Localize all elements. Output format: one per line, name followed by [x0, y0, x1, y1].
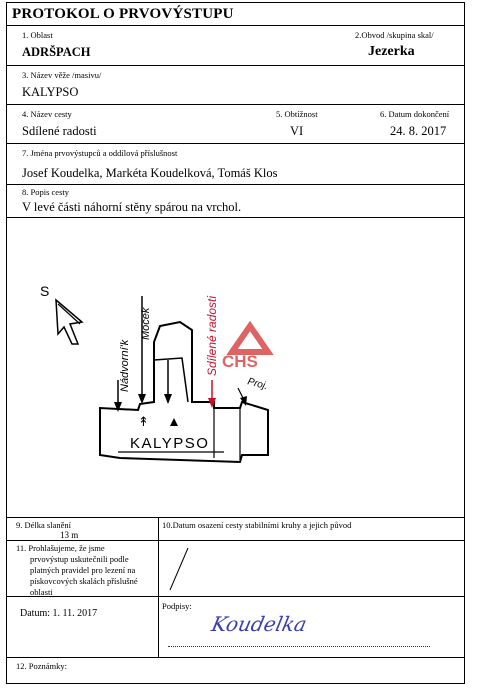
district-value: Jezerka: [368, 44, 415, 59]
signature-date: Datum: 1. 11. 2017: [20, 608, 98, 619]
label-route-name: Sdílené radosti: [205, 295, 219, 376]
description-value: V levé části náhorní stěny spárou na vrchol.: [22, 200, 242, 214]
divider: [6, 596, 465, 597]
label-mocek: Mocek: [140, 307, 152, 340]
signature-label: Podpisy:: [162, 601, 192, 611]
district-label: 2.Obvod /skupina skal/: [355, 30, 434, 40]
route-value: Sdílené radosti: [22, 124, 97, 138]
date-completed-label: 6. Datum dokončení: [380, 109, 450, 119]
area-value: ADRŠPACH: [22, 45, 91, 59]
declaration-line: platných pravidel pro lezení na: [30, 565, 136, 575]
description-label: 8. Popis cesty: [22, 187, 69, 197]
declaration-line: oblasti: [30, 587, 53, 597]
compass-letter: S: [40, 283, 50, 299]
sketch-tower-name: KALYPSO: [130, 435, 210, 452]
declaration-line: 11. Prohlašujeme, že jsme: [16, 543, 105, 553]
declaration-line: pískovcových skalách příslušné: [30, 576, 138, 586]
tower-label: 3. Název věže /masivu/: [22, 70, 102, 80]
descent-icon: ↟: [138, 414, 149, 429]
rappel-value: 13 m: [60, 530, 79, 540]
declaration-line: prvovýstup uskutečnili podle: [30, 554, 129, 564]
climbers-label: 7. Jména prvovýstupců a oddílová příslušnost: [22, 148, 178, 158]
rappel-label: 9. Délka slanění: [16, 520, 71, 530]
label-nadvornik: Nádvorní'k: [119, 339, 131, 392]
area-label: 1. Oblast: [22, 30, 53, 40]
logo-text: CHS: [222, 352, 258, 371]
route-label: 4. Název cesty: [22, 109, 72, 119]
label-proj: Proj.: [246, 376, 269, 393]
divider: [6, 657, 465, 658]
climbers-value: Josef Koudelka, Markéta Koudelková, Tomáš Klos: [22, 166, 278, 180]
signature: Koudelka: [209, 612, 309, 636]
date-completed-value: 24. 8. 2017: [390, 124, 447, 138]
difficulty-value: VI: [290, 124, 304, 138]
notes-label: 12. Poznámky:: [16, 661, 67, 671]
anchors-label: 10.Datum osazení cesty stabilními kruhy a jejich původ: [162, 520, 352, 530]
form-title: PROTOKOL O PRVOVÝSTUPU: [12, 6, 234, 22]
tower-value: KALYPSO: [22, 85, 79, 99]
signature-line: [168, 646, 430, 647]
difficulty-label: 5. Obtížnost: [276, 109, 318, 119]
